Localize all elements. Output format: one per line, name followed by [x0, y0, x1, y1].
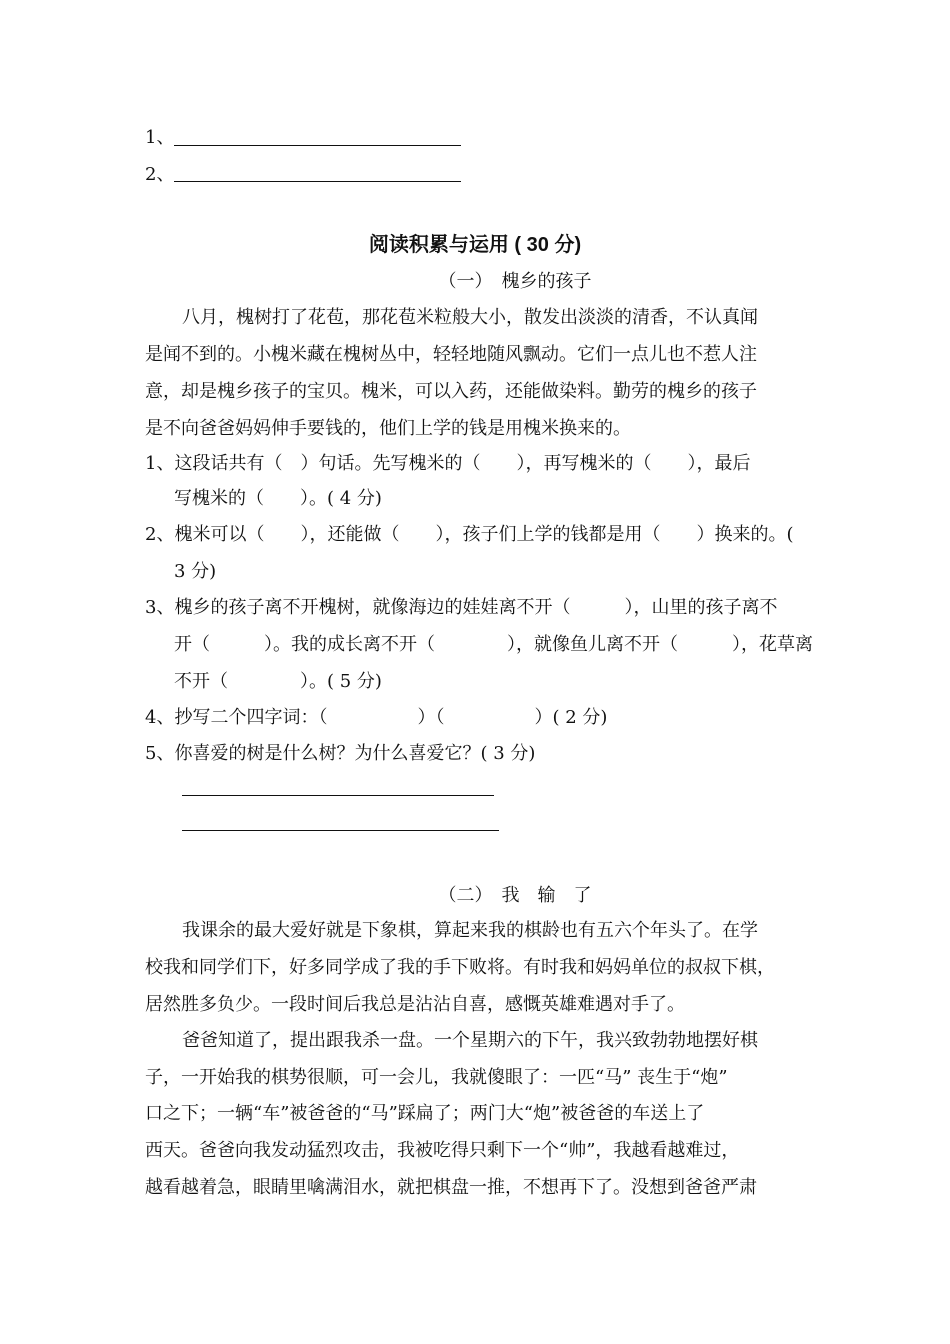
question-1: 1、这段话共有（ ）句话。先写槐米的（ ），再写槐米的（ ），最后	[145, 453, 751, 474]
question-4: 4、抄写二个四字词：（ ）（ ）( 2 分)	[145, 707, 608, 728]
part2-passage-line: 居然胜多负少。一段时间后我总是沾沾自喜，感慨英雄难遇对手了。	[145, 994, 685, 1015]
question-3-cont: 不开（ ）。( 5 分)	[174, 671, 382, 692]
part1-passage-line: 八月，槐树打了花苞，那花苞米粒般大小，散发出淡淡的清香，不认真闻	[182, 307, 758, 328]
part2-passage-line: 越看越着急，眼睛里噙满泪水，就把棋盘一推，不想再下了。没想到爸爸严肃	[145, 1177, 757, 1198]
part2-passage-line: 西天。爸爸向我发动猛烈攻击，我被吃得只剩下一个“帅”，我越看越难过，	[145, 1140, 740, 1161]
question-2: 2、槐米可以（ ），还能做（ ），孩子们上学的钱都是用（ ）换来的。(	[145, 524, 794, 545]
part1-passage-line: 是闻不到的。小槐米藏在槐树丛中，轻轻地随风飘动。它们一点儿也不惹人注	[145, 344, 757, 365]
question-2-cont: 3 分)	[174, 561, 217, 582]
part1-title: （一） 槐乡的孩子	[438, 271, 592, 292]
part2-passage-line: 爸爸知道了，提出跟我杀一盘。一个星期六的下午，我兴致勃勃地摆好棋	[182, 1030, 758, 1051]
answer-label-2: 2、	[145, 164, 175, 185]
answer-line-q5-1[interactable]	[182, 795, 494, 796]
section-title: 阅读积累与运用 ( 30 分)	[368, 234, 582, 256]
part2-passage-line: 子，一开始我的棋势很顺，可一会儿，我就傻眼了：一匹“马” 丧生于“炮”	[145, 1067, 728, 1088]
part1-passage-line: 意，却是槐乡孩子的宝贝。槐米，可以入药，还能做染料。勤劳的槐乡的孩子	[145, 381, 757, 402]
answer-label-1: 1、	[145, 127, 175, 148]
question-1-cont: 写槐米的（ ）。( 4 分)	[174, 488, 382, 509]
part2-passage-line: 校我和同学们下，好多同学成了我的手下败将。有时我和妈妈单位的叔叔下棋，	[145, 957, 775, 978]
part2-passage-line: 我课余的最大爱好就是下象棋，算起来我的棋龄也有五六个年头了。在学	[182, 920, 758, 941]
question-3: 3、槐乡的孩子离不开槐树，就像海边的娃娃离不开（ ），山里的孩子离不	[145, 597, 778, 618]
answer-line-1[interactable]	[174, 145, 461, 146]
part1-passage-line: 是不向爸爸妈妈伸手要钱的，他们上学的钱是用槐米换来的。	[145, 418, 631, 439]
part2-passage-line: 口之下；一辆“车”被爸爸的“马”踩扁了；两门大“炮”被爸爸的车送上了	[145, 1103, 705, 1124]
answer-line-2[interactable]	[174, 181, 461, 182]
answer-line-q5-2[interactable]	[182, 830, 499, 831]
part2-title: （二） 我 输 了	[438, 885, 592, 906]
question-3-cont: 开（ ）。我的成长离不开（ ），就像鱼儿离不开（ ），花草离	[174, 634, 813, 655]
question-5: 5、你喜爱的树是什么树？为什么喜爱它？( 3 分)	[145, 743, 536, 764]
